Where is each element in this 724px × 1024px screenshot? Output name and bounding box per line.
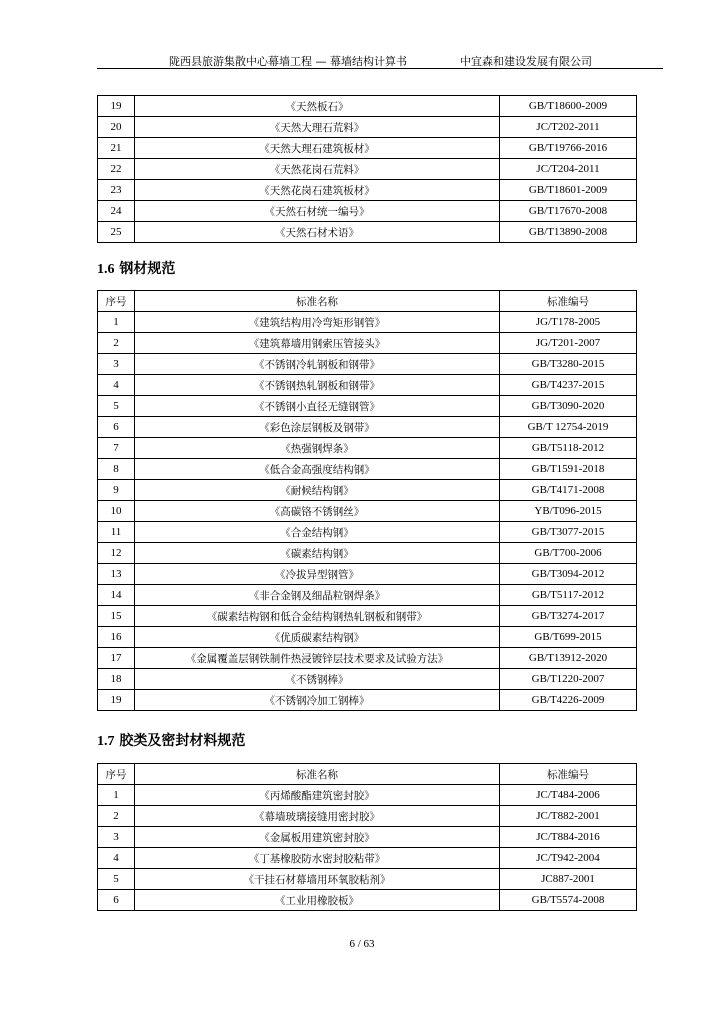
- table-row: [98, 669, 637, 690]
- standard-code: GB/T5117-2012: [500, 585, 637, 606]
- row-number: 17: [98, 648, 135, 669]
- standard-code: GB/T4226-2009: [500, 690, 637, 711]
- table-row: [98, 480, 637, 501]
- row-number: 4: [98, 848, 135, 869]
- row-number: 5: [98, 396, 135, 417]
- standard-code: JG/T201-2007: [500, 333, 637, 354]
- table-row: [98, 159, 637, 180]
- table-row: [98, 438, 637, 459]
- section-number: 1.7: [97, 734, 115, 749]
- standard-code: JC/T484-2006: [500, 785, 637, 806]
- standard-name: 《干挂石材幕墙用环氧胶粘剂》: [135, 869, 500, 890]
- row-number: 8: [98, 459, 135, 480]
- row-number: 22: [98, 159, 135, 180]
- row-number: 6: [98, 890, 135, 911]
- standard-code: GB/T3077-2015: [500, 522, 637, 543]
- row-number: 5: [98, 869, 135, 890]
- table-row: [98, 138, 637, 159]
- row-number: 3: [98, 354, 135, 375]
- standard-code: GB/T18601-2009: [500, 180, 637, 201]
- row-number: 1: [98, 785, 135, 806]
- row-number: 25: [98, 222, 135, 243]
- standard-code: YB/T096-2015: [500, 501, 637, 522]
- standard-name: 《不锈钢小直径无缝钢管》: [135, 396, 500, 417]
- table-row: [98, 848, 637, 869]
- row-number: 6: [98, 417, 135, 438]
- standard-name: 《优质碳素结构钢》: [135, 627, 500, 648]
- standard-code: GB/T13912-2020: [500, 648, 637, 669]
- table-row: [98, 333, 637, 354]
- standard-code: GB/T3090-2020: [500, 396, 637, 417]
- standard-code: JC/T942-2004: [500, 848, 637, 869]
- table-row: [98, 222, 637, 243]
- section-title: 胶类及密封材料规范: [119, 733, 246, 749]
- row-number: 15: [98, 606, 135, 627]
- row-number: 23: [98, 180, 135, 201]
- standard-code: GB/T5574-2008: [500, 890, 637, 911]
- table-header-row: [98, 764, 637, 785]
- standard-code: GB/T 12754-2019: [500, 417, 637, 438]
- standard-name: 《天然石材统一编号》: [135, 201, 500, 222]
- table-row: [98, 606, 637, 627]
- standard-name: 《天然花岗石建筑板材》: [135, 180, 500, 201]
- standard-code: GB/T19766-2016: [500, 138, 637, 159]
- standard-code: GB/T18600-2009: [500, 96, 637, 117]
- table-row: [98, 459, 637, 480]
- table-row: [98, 522, 637, 543]
- stone-standards-table: [97, 95, 637, 243]
- standard-name: 《碳素结构钢》: [135, 543, 500, 564]
- standard-name: 《天然花岗石荒料》: [135, 159, 500, 180]
- standard-name: 《丁基橡胶防水密封胶粘带》: [135, 848, 500, 869]
- standard-name: 《高碳铬不锈钢丝》: [135, 501, 500, 522]
- table-row: [98, 564, 637, 585]
- standard-code: GB/T3274-2017: [500, 606, 637, 627]
- table-row: [98, 806, 637, 827]
- company-name: 中宜森和建设发展有限公司: [460, 55, 592, 68]
- table-row: [98, 585, 637, 606]
- table-row: [98, 354, 637, 375]
- standard-name: 《金属覆盖层钢铁制件热浸镀锌层技术要求及试验方法》: [135, 648, 500, 669]
- section-title: 钢材规范: [119, 261, 176, 277]
- standard-code: JC/T202-2011: [500, 117, 637, 138]
- table-row: [98, 312, 637, 333]
- standard-code: GB/T1220-2007: [500, 669, 637, 690]
- standard-name: 《彩色涂层钢板及钢带》: [135, 417, 500, 438]
- standard-name: 《不锈钢棒》: [135, 669, 500, 690]
- document-title: 陇西县旅游集散中心幕墙工程 — 幕墙结构计算书: [169, 55, 407, 68]
- header-no: 序号: [98, 764, 135, 785]
- row-number: 21: [98, 138, 135, 159]
- standard-code: JC/T882-2001: [500, 806, 637, 827]
- table-row: [98, 627, 637, 648]
- table-row: [98, 543, 637, 564]
- standard-code: GB/T1591-2018: [500, 459, 637, 480]
- row-number: 11: [98, 522, 135, 543]
- table-row: [98, 375, 637, 396]
- standard-name: 《不锈钢冷加工钢棒》: [135, 690, 500, 711]
- standard-code: JC/T884-2016: [500, 827, 637, 848]
- page-header: [97, 46, 663, 69]
- table-row: [98, 180, 637, 201]
- row-number: 13: [98, 564, 135, 585]
- standard-code: GB/T699-2015: [500, 627, 637, 648]
- standard-name: 《合金结构钢》: [135, 522, 500, 543]
- row-number: 10: [98, 501, 135, 522]
- row-number: 2: [98, 333, 135, 354]
- standard-code: GB/T4171-2008: [500, 480, 637, 501]
- standard-name: 《金属板用建筑密封胶》: [135, 827, 500, 848]
- header-code: 标准编号: [500, 764, 637, 785]
- standard-code: JG/T178-2005: [500, 312, 637, 333]
- row-number: 3: [98, 827, 135, 848]
- steel-standards-table: [97, 290, 637, 711]
- standard-code: GB/T3094-2012: [500, 564, 637, 585]
- row-number: 12: [98, 543, 135, 564]
- standard-name: 《耐候结构钢》: [135, 480, 500, 501]
- standard-name: 《碳素结构钢和低合金结构钢热轧钢板和钢带》: [135, 606, 500, 627]
- standard-code: GB/T17670-2008: [500, 201, 637, 222]
- standard-name: 《天然大理石建筑板材》: [135, 138, 500, 159]
- standard-name: 《天然大理石荒料》: [135, 117, 500, 138]
- row-number: 19: [98, 690, 135, 711]
- table-row: [98, 201, 637, 222]
- header-no: 序号: [98, 291, 135, 312]
- row-number: 24: [98, 201, 135, 222]
- standard-name: 《建筑结构用冷弯矩形钢管》: [135, 312, 500, 333]
- row-number: 7: [98, 438, 135, 459]
- standard-name: 《幕墙玻璃接缝用密封胶》: [135, 806, 500, 827]
- standard-name: 《天然板石》: [135, 96, 500, 117]
- standard-code: GB/T13890-2008: [500, 222, 637, 243]
- standard-name: 《天然石材术语》: [135, 222, 500, 243]
- standard-code: GB/T3280-2015: [500, 354, 637, 375]
- standard-name: 《不锈钢热轧钢板和钢带》: [135, 375, 500, 396]
- header-name: 标准名称: [135, 764, 500, 785]
- table-row: [98, 501, 637, 522]
- header-code: 标准编号: [500, 291, 637, 312]
- row-number: 9: [98, 480, 135, 501]
- standard-code: JC887-2001: [500, 869, 637, 890]
- header-name: 标准名称: [135, 291, 500, 312]
- standard-name: 《工业用橡胶板》: [135, 890, 500, 911]
- page-number: 6 / 63: [349, 938, 375, 950]
- standard-name: 《非合金钢及细晶粒钢焊条》: [135, 585, 500, 606]
- standard-code: GB/T5118-2012: [500, 438, 637, 459]
- standard-code: JC/T204-2011: [500, 159, 637, 180]
- row-number: 19: [98, 96, 135, 117]
- table-header-row: [98, 291, 637, 312]
- section-heading-sealant: [97, 730, 245, 750]
- table-row: [98, 890, 637, 911]
- standard-code: GB/T4237-2015: [500, 375, 637, 396]
- standard-name: 《建筑幕墙用钢索压管接头》: [135, 333, 500, 354]
- standard-name: 《冷拔异型钢管》: [135, 564, 500, 585]
- row-number: 18: [98, 669, 135, 690]
- table-row: [98, 396, 637, 417]
- table-row: [98, 869, 637, 890]
- row-number: 4: [98, 375, 135, 396]
- section-heading-steel: [97, 258, 175, 278]
- table-row: [98, 417, 637, 438]
- table-row: [98, 690, 637, 711]
- table-row: [98, 785, 637, 806]
- row-number: 1: [98, 312, 135, 333]
- row-number: 14: [98, 585, 135, 606]
- standard-name: 《热强钢焊条》: [135, 438, 500, 459]
- table-row: [98, 827, 637, 848]
- table-row: [98, 117, 637, 138]
- row-number: 16: [98, 627, 135, 648]
- row-number: 20: [98, 117, 135, 138]
- standard-code: GB/T700-2006: [500, 543, 637, 564]
- table-row: [98, 96, 637, 117]
- standard-name: 《低合金高强度结构钢》: [135, 459, 500, 480]
- table-row: [98, 648, 637, 669]
- standard-name: 《不锈钢冷轧钢板和钢带》: [135, 354, 500, 375]
- row-number: 2: [98, 806, 135, 827]
- sealant-standards-table: [97, 763, 637, 911]
- standard-name: 《丙烯酸酯建筑密封胶》: [135, 785, 500, 806]
- section-number: 1.6: [97, 262, 115, 277]
